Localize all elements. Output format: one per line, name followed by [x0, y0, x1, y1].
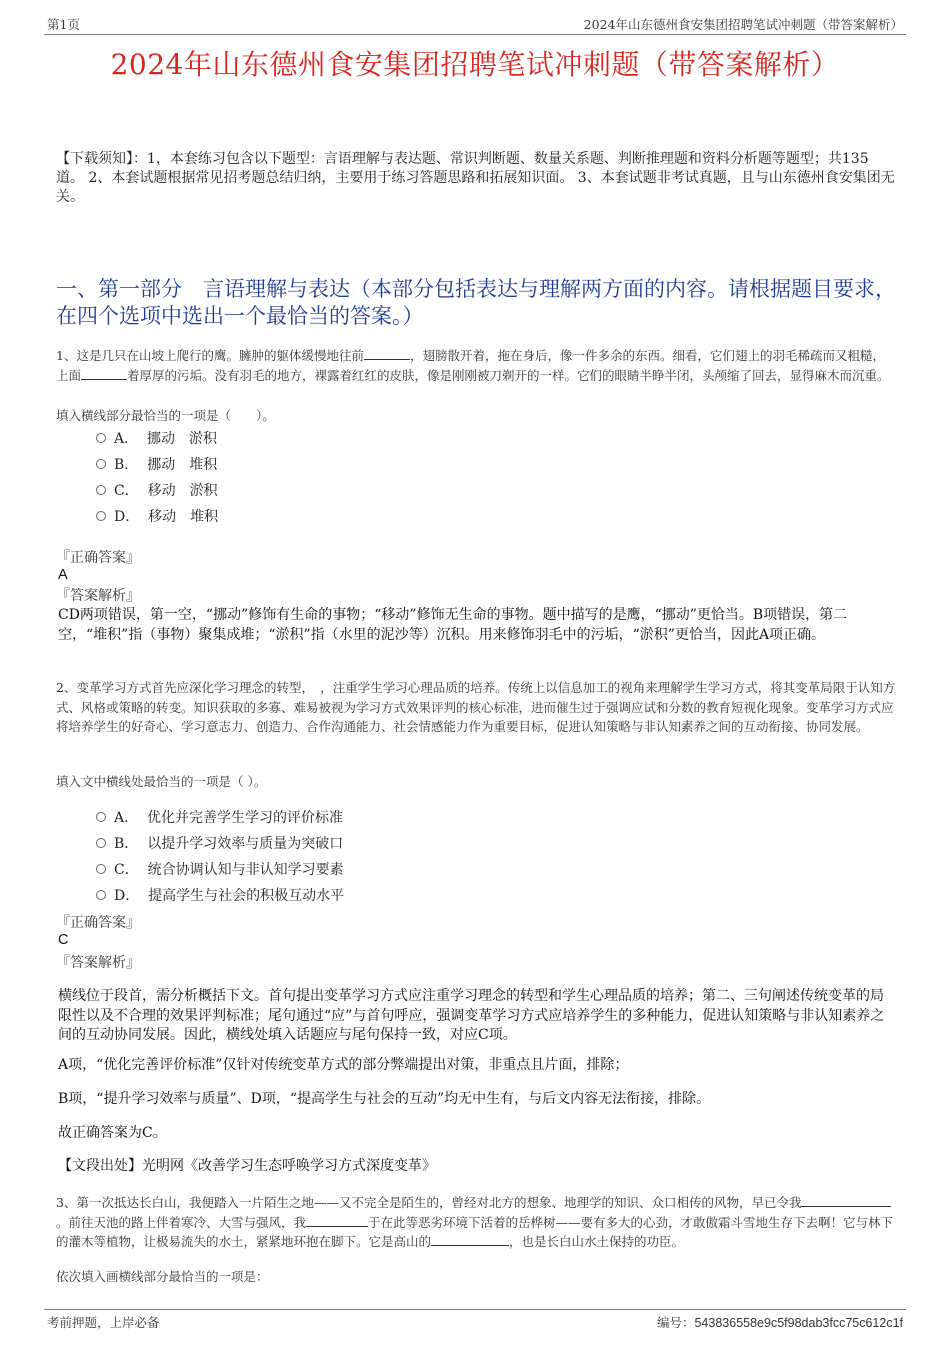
footer-slogan: 考前押题，上岸必备 [47, 1315, 160, 1330]
blank [431, 1232, 509, 1246]
question-1-text: 1、这是几只在山坡上爬行的鹰。臃肿的躯体缓慢地往前 ，翅膀散开着，拖在身后，像一件多余的东西。细看，它们翅上的羽毛稀疏而又粗糙，上面 着厚厚的污垢。没有羽毛的地方，裸露着红红的皮肤，像是刚刚被刀剃开的一样。它们的眼睛半睁半闭，头颅缩了回去，显得麻木而沉重。 [56, 348, 890, 383]
blank [306, 1213, 368, 1227]
page-number: 第1页 [47, 17, 80, 32]
question-2-options [96, 805, 344, 909]
blank [81, 366, 127, 380]
radio-icon[interactable] [96, 812, 106, 822]
option-a[interactable]: A． 挪动 淤积 [96, 426, 218, 452]
question-1-prompt: 填入横线部分最恰当的一项是（ ）。 [56, 408, 275, 423]
question-1-options [96, 426, 218, 530]
download-notice: 【下载须知】：1，本套练习包含以下题型：言语理解与表达题、常识判断题、数量关系题、判断推理题和资料分析题等题型；共135道。 2、本套试题根据常见招考题总结归纳，主要用于练习答题思路和拓展知识面。 3、本套试题非考试真题，且与山东德州食安集团无关。 [56, 151, 895, 205]
option-a[interactable]: A． 优化并完善学生学习的评价标准 [96, 805, 344, 831]
option-c[interactable]: C． 移动 淤积 [96, 478, 218, 504]
analysis-paragraph: 故正确答案为C。 [58, 1125, 167, 1141]
radio-icon[interactable] [96, 864, 106, 874]
radio-icon[interactable] [96, 459, 106, 469]
source-citation: 【文段出处】光明网《改善学习生态呼唤学习方式深度变革》 [58, 1158, 436, 1174]
question-2-text: 2、变革学习方式首先应深化学习理念的转型， ，注重学生学习心理品质的培养。传统上以信息加工的视角来理解学生学习方式，将其变革局限于认知方式、风格或策略的转变。知识获取的多寡、难易被视为学习方式效果评判的核心标准，进而催生过于强调应试和分数的教育短视化现象。变革学习方式应将培养学生的好奇心、学习意志力、创造力、合作沟通能力、社会情感能力作为重要目标，促进认知策略与非认知素养之间的互动衔接、协同发展。 [56, 680, 896, 734]
answer-value: C [58, 932, 69, 948]
radio-icon[interactable] [96, 433, 106, 443]
analysis-paragraph: A项，“优化完善评价标准”仅针对传统变革方式的部分弊端提出对策，非重点且片面，排除； [58, 1057, 629, 1073]
option-c[interactable]: C． 统合协调认知与非认知学习要素 [96, 857, 344, 883]
analysis-label: 『答案解析』 [56, 588, 140, 604]
answer-analysis: CD两项错误，第一空，“挪动”修饰有生命的事物；“移动”修饰无生命的事物。题中描写的是鹰，“挪动”更恰当。B项错误，第二空，“堆积”指（事物）聚集成堆；“淤积”指（水里的泥沙等）沉积。用来修饰羽毛中的污垢，“淤积”更恰当，因此A项正确。 [58, 607, 848, 643]
footer-divider [44, 1309, 906, 1310]
radio-icon[interactable] [96, 890, 106, 900]
option-d[interactable]: D． 移动 堆积 [96, 504, 218, 530]
answer-value: A [58, 567, 68, 583]
running-title: 2024年山东德州食安集团招聘笔试冲刺题（带答案解析） [583, 17, 903, 32]
option-d[interactable]: D． 提高学生与社会的积极互动水平 [96, 883, 344, 909]
section-heading: 一、第一部分 言语理解与表达（本部分包括表达与理解两方面的内容。请根据题目要求，在四个选项中选出一个最恰当的答案。） [56, 277, 896, 328]
analysis-paragraph: 横线位于段首，需分析概括下文。首句提出变革学习方式应注重学习理念的转型和学生心理品质的培养；第二、三句阐述传统变革的局限性以及不合理的效果评判标准；尾句通过“应”与首句呼应，强调变革学习方式应培养学生的多种能力，促进认知策略与非认知素养之间的互动协同发展。因此，横线处填入话题应与尾句保持一致，对应C项。 [58, 988, 885, 1043]
document-id: 编号：543836558e9c5f98dab3fcc75c612c1f [656, 1315, 903, 1330]
radio-icon[interactable] [96, 838, 106, 848]
question-3-text: 3、第一次抵达长白山，我便踏入一片陌生之地——又不完全是陌生的，曾经对北方的想象、地理学的知识、众口相传的风物，早已令我。前往天池的路上伴着寒冷、大雪与强风，我 于在此等恶劣环境下活着的岳桦树——要有多大的心劲，才敢傲霜斗雪地生存下去啊！它与林下的灌木等植物，让极易流失的水土，紧紧地环抱在脚下。它是高山的 ，也是长白山水土保持的功臣。 [56, 1195, 894, 1249]
analysis-label: 『答案解析』 [56, 955, 140, 971]
blank [801, 1193, 891, 1207]
blank [364, 346, 410, 360]
option-b[interactable]: B． 以提升学习效率与质量为突破口 [96, 831, 344, 857]
radio-icon[interactable] [96, 511, 106, 521]
header-divider [44, 34, 906, 35]
answer-label: 『正确答案』 [56, 915, 140, 931]
radio-icon[interactable] [96, 485, 106, 495]
question-3-prompt: 依次填入画横线部分最恰当的一项是： [56, 1269, 269, 1284]
page-title: 2024年山东德州食安集团招聘笔试冲刺题（带答案解析） [110, 48, 840, 81]
answer-label: 『正确答案』 [56, 550, 140, 566]
question-2-prompt: 填入文中横线处最恰当的一项是（ ）。 [56, 774, 267, 789]
option-b[interactable]: B． 挪动 堆积 [96, 452, 218, 478]
analysis-paragraph: B项，“提升学习效率与质量”、D项，“提高学生与社会的互动”均无中生有，与后文内容无法衔接，排除。 [58, 1091, 711, 1107]
